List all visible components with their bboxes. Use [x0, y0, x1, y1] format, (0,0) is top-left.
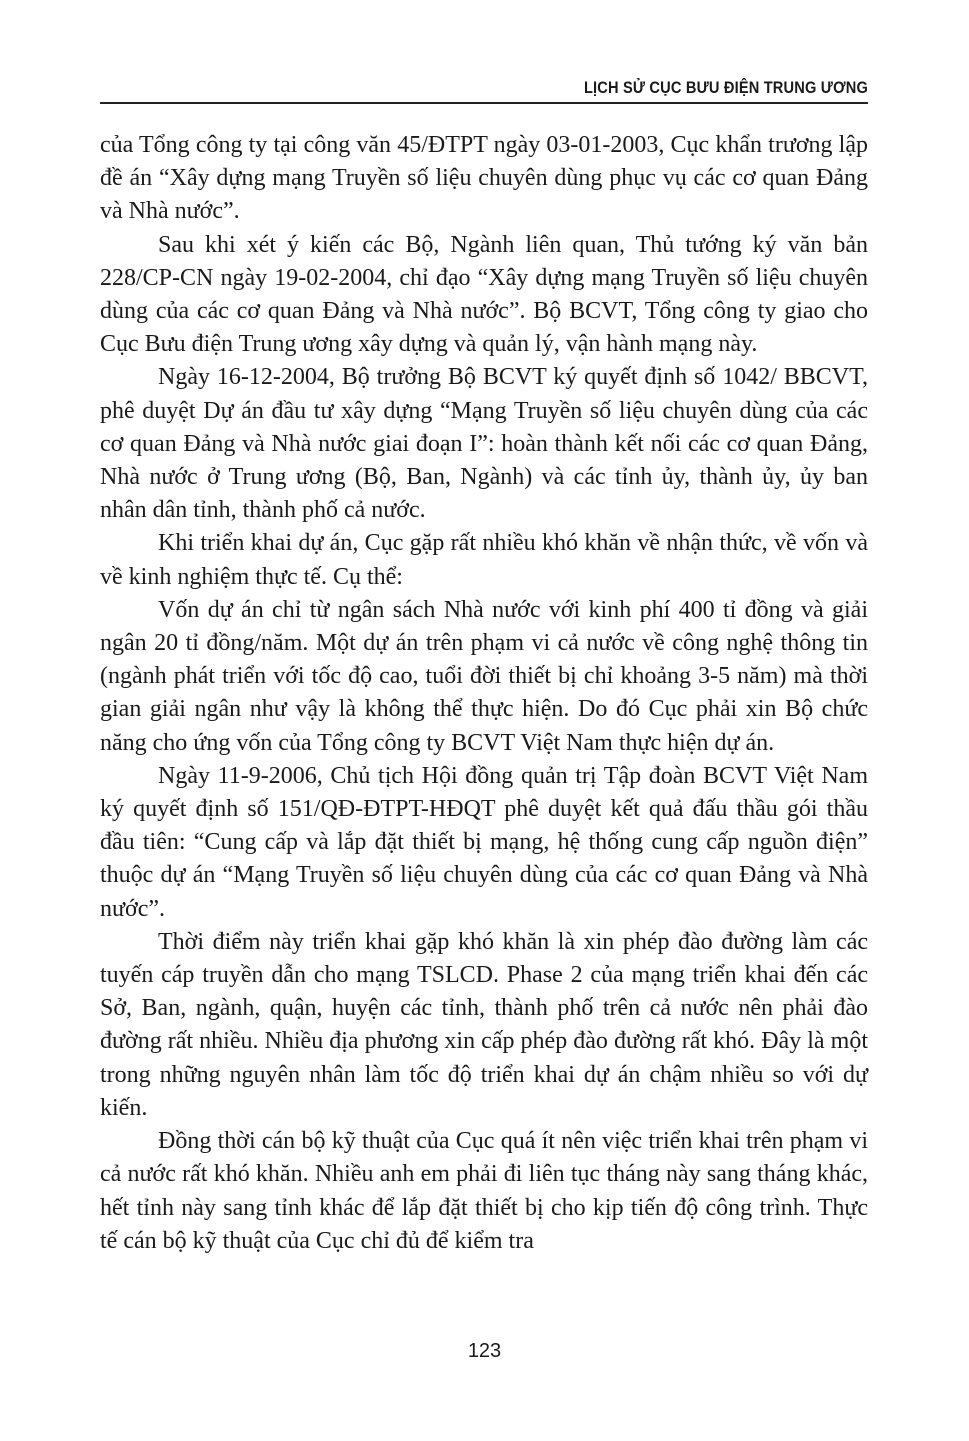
- running-header-title: LỊCH SỬ CỤC BƯU ĐIỆN TRUNG ƯƠNG: [583, 78, 868, 97]
- paragraph: Thời điểm này triển khai gặp khó khăn là xin phép đào đường làm các tuyến cáp truyền dẫn cho mạng TSLCD. Phase 2 của mạng triển khai đến các Sở, Ban, ngành, quận, huyện các tỉnh, thành phố trên cả nước nên phải đào đường rất nhiều. Nhiều địa phương xin cấp phép đào đường rất khó. Đây là một trong những nguyên nhân làm tốc độ triển khai dự án chậm nhiều so với dự kiến.: [100, 928, 868, 1121]
- header-rule: [100, 102, 868, 104]
- paragraph: Đồng thời cán bộ kỹ thuật của Cục quá ít nên việc triển khai trên phạm vi cả nước rất khó khăn. Nhiều anh em phải đi liên tục tháng này sang tháng khác, hết tỉnh này sang tỉnh khác để lắp đặt thiết bị cho kịp tiến độ công trình. Thực tế cán bộ kỹ thuật của Cục chỉ đủ để kiểm tra: [100, 1128, 868, 1254]
- paragraph-continuation: của Tổng công ty tại công văn 45/ĐTPT ngày 03-01-2003, Cục khẩn trương lập đề án “Xây dựng mạng Truyền số liệu chuyên dùng phục vụ các cơ quan Đảng và Nhà nước”.: [100, 132, 868, 225]
- paragraph: Sau khi xét ý kiến các Bộ, Ngành liên quan, Thủ tướng ký văn bản 228/CP-CN ngày 19-02-2004, chỉ đạo “Xây dựng mạng Truyền số liệu chuyên dùng của các cơ quan Đảng và Nhà nước”. Bộ BCVT, Tổng công ty giao cho Cục Bưu điện Trung ương xây dựng và quản lý, vận hành mạng này.: [100, 231, 868, 358]
- page-number: 123: [467, 1340, 502, 1362]
- body-text: [100, 129, 868, 1258]
- paragraph: Ngày 11-9-2006, Chủ tịch Hội đồng quản trị Tập đoàn BCVT Việt Nam ký quyết định số 151/QĐ-ĐTPT-HĐQT phê duyệt kết quả đấu thầu gói thầu đầu tiên: “Cung cấp và lắp đặt thiết bị mạng, hệ thống cung cấp nguồn điện” thuộc dự án “Mạng Truyền số liệu chuyên dùng của các cơ quan Đảng và Nhà nước”.: [100, 762, 868, 922]
- paragraph: Ngày 16-12-2004, Bộ trưởng Bộ BCVT ký quyết định số 1042/ BBCVT, phê duyệt Dự án đầu tư xây dựng “Mạng Truyền số liệu chuyên dùng của các cơ quan Đảng và Nhà nước giai đoạn I”: hoàn thành kết nối các cơ quan Đảng, Nhà nước ở Trung ương (Bộ, Ban, Ngành) và các tỉnh ủy, thành ủy, ủy ban nhân dân tỉnh, thành phố cả nước.: [100, 364, 868, 524]
- paragraph: Vốn dự án chỉ từ ngân sách Nhà nước với kinh phí 400 tỉ đồng và giải ngân 20 tỉ đồng/năm. Một dự án trên phạm vi cả nước về công nghệ thông tin (ngành phát triển với tốc độ cao, tuổi đời thiết bị chỉ khoảng 3-5 năm) mà thời gian giải ngân như vậy là không thể thực hiện. Do đó Cục phải xin Bộ chức năng cho ứng vốn của Tổng công ty BCVT Việt Nam thực hiện dự án.: [100, 596, 868, 756]
- paragraph: Khi triển khai dự án, Cục gặp rất nhiều khó khăn về nhận thức, về vốn và về kinh nghiệm thực tế. Cụ thể:: [100, 530, 868, 590]
